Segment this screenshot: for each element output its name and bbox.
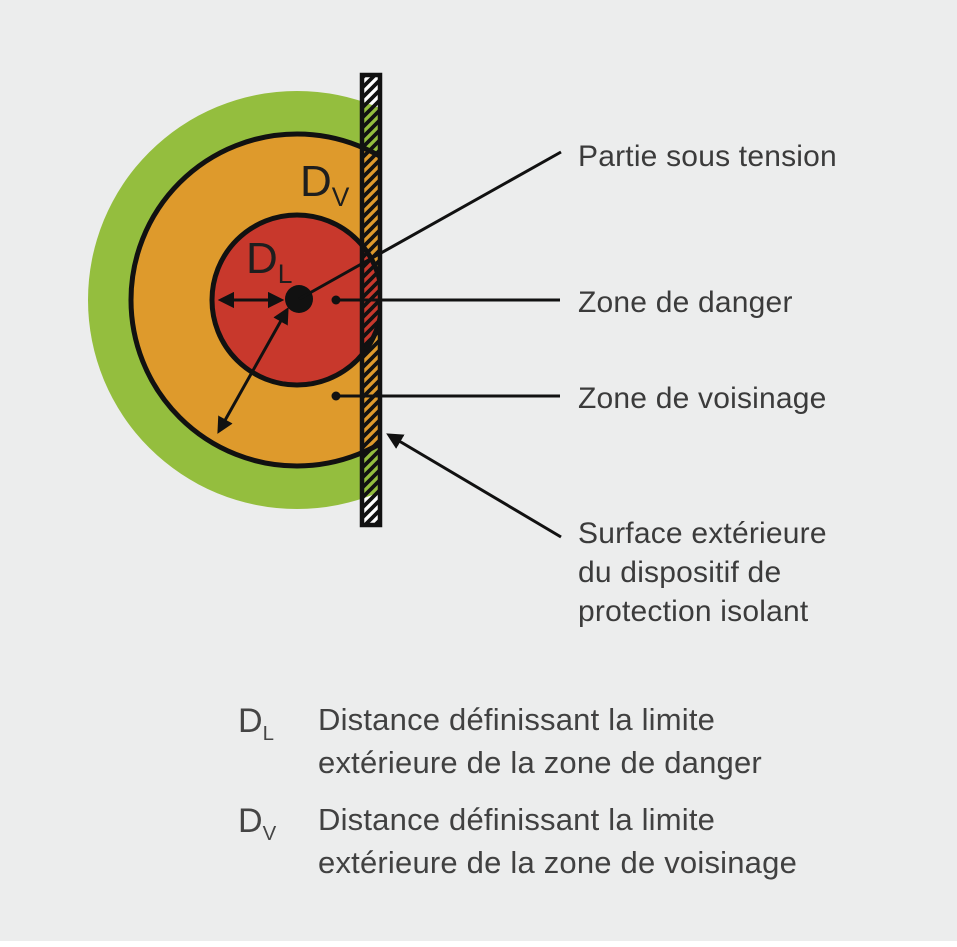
callout-partie-sous-tension: Partie sous tension: [578, 140, 837, 173]
legend-dv-line1: Distance définissant la limite: [318, 802, 716, 837]
legend-dv-line2: extérieure de la zone de voisinage: [318, 845, 798, 880]
legend-dl-line1: Distance définissant la limite: [318, 702, 716, 737]
legend-dl-text: [318, 698, 762, 784]
legend-dv-symbol: $D_V$: [238, 802, 277, 845]
callout-surface-exterieure: [578, 514, 827, 631]
legend-dl-symbol: $D_L$: [238, 702, 274, 745]
legend-dl-line2: extérieure de la zone de danger: [318, 745, 762, 780]
bottom-white-strip: [0, 941, 957, 947]
legend-dv-text: [318, 798, 797, 884]
dl-zone-label: $D_L$: [246, 234, 293, 289]
dv-zone-label: $D_V$: [300, 157, 350, 212]
callout-surface-line2: du dispositif de: [578, 556, 782, 589]
barrier-surface-arrow: [389, 435, 561, 537]
callout-zone-de-voisinage: Zone de voisinage: [578, 382, 827, 415]
callout-surface-line3: protection isolant: [578, 595, 809, 628]
callout-zone-de-danger: Zone de danger: [578, 286, 793, 319]
callout-surface-line1: Surface extérieure: [578, 517, 827, 550]
